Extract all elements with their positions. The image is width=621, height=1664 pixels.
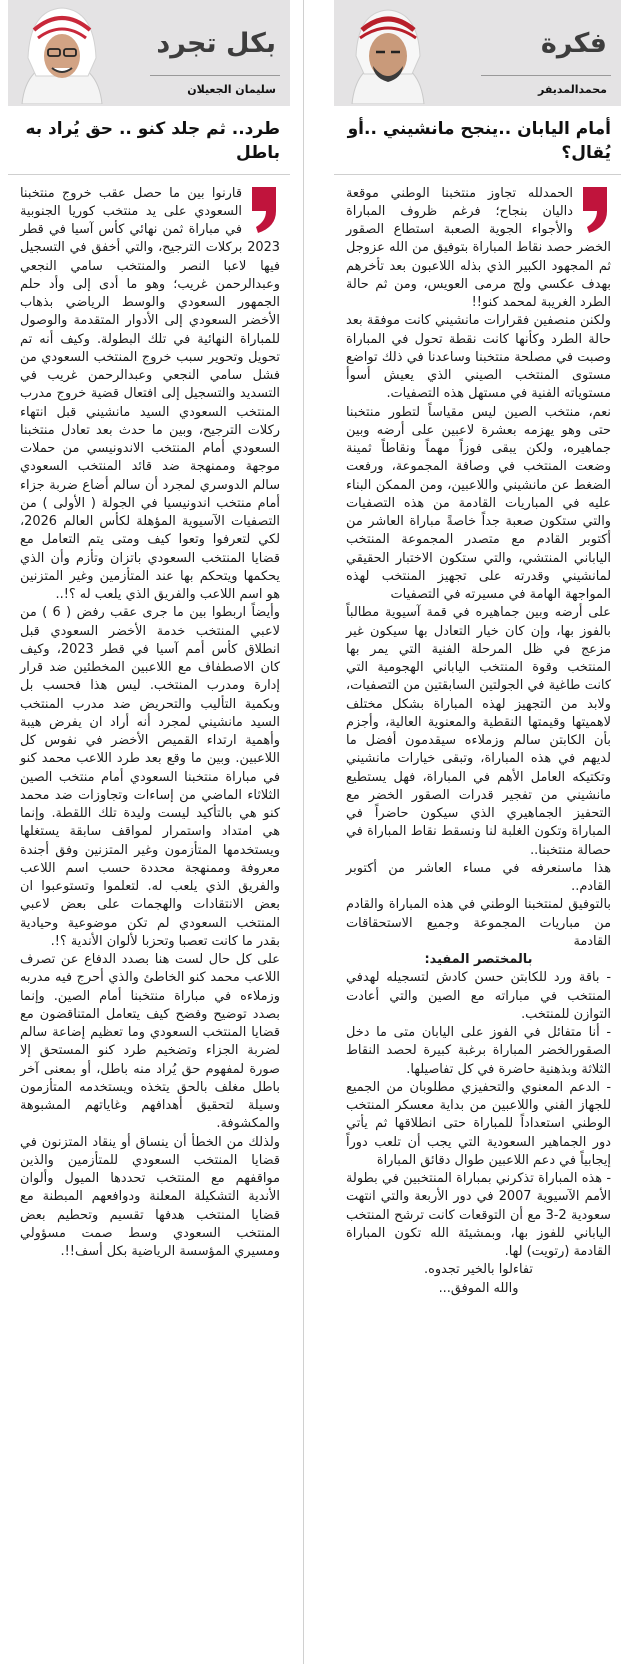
quote-mark-icon [248, 187, 280, 233]
paragraph: هذا ماسنعرفه في مساء العاشر من أكتوبر القادم.. [346, 860, 611, 895]
column-header [334, 0, 621, 106]
paragraph: على كل حال لست هنا بصدد الدفاع عن تصرف اللاعب محمد كنو الخاطئ والذي أحرج فيه مدربه وزملاءه في مباراة منتخبنا أمام الصين. وإنما بصدد توضيح وفضح كيف يتعامل المتناقضون مع قضايا المنتخب السعودي وما تعظيم إضاعة سالم لضربة الجزاء وتضخيم طرد كنو المستحق إلا صورة لمفهوم حق يُراد منه باطل، أو بمعنى آخر باطل مغلف بالحق يتخذه ويستخدمه المتأزمون وسيلة لتحقيق أهدافهم وغاياتهم المشبوهة والمكشوفة. [20, 952, 280, 1132]
author-portrait-icon [12, 4, 112, 104]
bullet-item: - باقة ورد للكابتن حسن كادش لتسجيله لهدفي المنتخب في مباراته مع الصين والتي أعادت التوازن للمنتخب. [346, 970, 611, 1022]
article-body [334, 175, 621, 1298]
section-title: بكل تجرد [156, 28, 276, 59]
author-portrait-icon [338, 4, 438, 104]
author-name: محمدالمديفر [538, 83, 607, 96]
column-header [8, 0, 290, 106]
bullet-item: - أنا متفائل في الفوز على اليابان متى ما دخل الصقورالخضر المباراة برغبة كبيرة لحصد النقاط الثلاثة وبذهنية حاضرة في كل تفاصيلها. [346, 1025, 611, 1077]
article-body [8, 175, 290, 1262]
author-name: سليمان الجعيلان [187, 83, 276, 96]
paragraph: قارنوا بين ما حصل عقب خروج منتخبنا السعودي على يد منتخب كوريا الجنوبية في مباراة ثمن نهائي كأس آسيا في قطر 2023 بركلات الترجيح، والتي أخفق في التسجيل فيها لاعبا النصر والمنتخب سامي النجعي وعبدالرحمن غريب؛ وهو ما أدى إلى وأد حلم الجمهور السعودي والوسط الرياضي بذهاب الأخضر السعودي إلى الأدوار المتقدمة والوصول للمباراة النهائية في تلك البطولة. وكيف أنه تم تحويل وتحوير سبب خروج المنتخب السعودي من فشل سامي النجعي وعبدالرحمن غريب في التسديد والتسجيل إلى افتعال قضية خروج مدرب المنتخب السعودي السيد مانشيني قبل انتهاء ركلات الترجيح، وبين ما حدث بعد تعادل منتخبنا السعودي أمام المنتخب الاندونيسي من حملات موجهة وممنهجة ضد قائد المنتخب السعودي سالم الدوسري لمجرد أن سالم أضاع ضربة جزاء أمام منتخب اندونيسيا في الجولة ( الأولى ) من التصفيات الآسيوية المؤهلة لكأس العالم 2026، لكي لتعرفوا وتعوا كيف ومتى يتم التعامل مع قضايا المنتخب السعودي باتزان وتأزم وأن الذي يحكمها ويتحكم بها عند المتأزمين وغير المتزنين هو اسم اللاعب والفريق الذي يلعب له ؟!.. [20, 185, 280, 603]
paragraph: وأيضاً اربطوا بين ما جرى عقب رفض ( 6 ) من لاعبي المنتخب خدمة الأخضر السعودي قبل انطلاق كأس أمم آسيا في قطر 2023، وكيف كان الاصطفاف مع اللاعبين المخطئين ضد قرار إدارة ومدرب المنتخب. ليس هذا فحسب بل وبكمية التأليب والتحريض ضد مدرب المنتخب السيد مانشيني لمجرد أنه أراد ان يفرض هيبة وأهمية ارتداء القميص الأخضر في نفوس كل اللاعبين. وبين ما وقع بعد طرد اللاعب محمد كنو في مباراة منتخبنا السعودي أمام منتخب الصين الثلاثاء الماضي من إساءات وتجاوزات ضد محمد كنو هي بالتأكيد ليست وليدة تلك اللقطة. وإنما هي امتداد واستمرار لمواقف سابقة يستغلها ويستخدمها المتأزمون وغير المتزنين وفق أجندة معروفة وممنهجة محددة حسب اسم اللاعب والفريق الذي يلعب له. لتعلموا وتستوعبوا ان بعض الانتقادات والهجمات على بعض لاعبي المنتخب السعودي لم تكن موضوعية وحيادية بقدر ما كانت تعصبا وتحزبا لألوان الأندية ؟!. [20, 605, 281, 949]
bullet-item: - هذه المباراة تذكرني بمباراة المنتخبين في بطولة الأمم الآسيوية 2007 في دور الأربعة والتي انتهت سعودية 2-3 مع أن التوقعات كانت ترشح المنتخب الياباني للفوز بها، وبمشيئة الله تكون المباراة القادمة (رتويت) لها. [346, 1171, 611, 1260]
header-divider [481, 75, 611, 76]
subheading: بالمختصر المفيد: [424, 952, 533, 968]
paragraph: الحمدلله تجاوز منتخبنا الوطني موقعة داليان بنجاح؛ فرغم ظروف المباراة والأجواء الجوية الصعبة استطاع الصقور الخضر حصد نقاط المباراة بتوفيق من الله عزوجل ثم المجهود الكبير الذي بذله اللاعبون بعد تأخرهم بهدف عكسي ولج مرمى العويس، ومن ثم حالة الطرد الغريبة لمحمد كنو!! [346, 185, 611, 311]
article-headline: أمام اليابان ..ينجح مانشيني ..أو يُقال؟ [334, 106, 621, 175]
closing-line: والله الموفق... [438, 1280, 519, 1296]
paragraph: ولذلك من الخطأ أن ينساق أو ينقاد المتزنون في قضايا المنتخب السعودي للمتأزمين والذين مواقفهم مع المنتخب تحددها الميول وألوان الأندية التشكيلة المعلنة ودوافعهم المبطنة مع قضايا المنتخب هدفها تقسيم وتحطيم بعض المنتخب السعودي وسط صمت مسؤولي ومسيري المؤسسة الرياضية بكل أسف!!. [20, 1134, 280, 1260]
column-divider [303, 0, 304, 1664]
bullet-item: - الدعم المعنوي والتحفيزي مطلوبان من الجميع للجهاز الفني واللاعبين من بداية معسكر المنتخب الوطني استعداداً للمباراة حتى انطلاقها ثم يأتي دور الجماهير السعودية التي يجب أن تلعب دوراً إيجابياً في دعم اللاعبين طوال دقائق المباراة [346, 1079, 611, 1168]
paragraph: على أرضه وبين جماهيره في قمة آسيوية مطالباً بالفوز بها، وإن كان خيار التعادل بها سيكون غير مزعج في ظل المرحلة الفنية التي يمر بها المنتخب وقوة المنتخب الياباني الهجومية التي كانت طاغية في الجولتين السابقتين من التصفيات، ولابد من التجهيز لهذه المباراة بشكل مختلف لاهميتها وقيمتها النقطية والمعنوية العالية، وأجزم بأن الكابتن سالم وزملاءه سيقدمون أفضل ما لديهم في هذه المباراة، وتبقى خيارات مانشيني وتكتيكه العامل الأهم في المباراة، فهل يستطيع مانشيني من تفجير قدرات الصقور الخضر مع التحفيز الجماهيري الذي سيكون حاضراً في المباراة وتكون الغلبة لنا ونسقط نقاط المباراة في حصالة منتخبنا.. [346, 605, 611, 858]
article-headline: طرد.. ثم جلد كنو .. حق يُراد به باطل [8, 106, 290, 175]
header-divider [150, 75, 280, 76]
closing-line: تفاءلوا بالخير تجدوه. [424, 1262, 533, 1278]
article-column-bekol-tajarrod [8, 0, 290, 1664]
section-title: فكرة [540, 28, 607, 59]
paragraph: نعم، منتخب الصين ليس مقياساً لتطور منتخبنا حتى وهو يهزمه بعشرة لاعبين على أرضه وبين جماهيره، ولكن يبقى فوزاً مهماً ونقاطاً ثمينة وضعت المنتخب في وصافة المجموعة، ورفعت الضغط عن مانشيني واللاعبين، ومن الممكن البناء عليه في المباريات القادمة من هذه التصفيات والتي ستكون صعبة جداً خاصةً مباراة العاشر من أكتوبر القادم مع متصدر المجموعة المنتخب الياباني المنتشي، والتي ستكون الاختبار الحقيقي لمانشيني وقدرته على تجهيز المنتخب لهذه المواجهة الهامة في مسيرته في التصفيات [346, 404, 611, 603]
article-column-fikra [334, 0, 621, 1664]
paragraph: ولكنن منصفين فقرارات مانشيني كانت موفقة بعد حالة الطرد وكأنها كانت نقطة تحول في المباراة وصبت في مصلحة منتخبنا وساعدنا في ذلك تواضع مستوى المنتخب الصيني الذي يعيش أسوأ مستوياته الفنية في مستهل هذه التصفيات. [346, 313, 611, 402]
quote-mark-icon [579, 187, 611, 233]
paragraph: بالتوفيق لمنتخبنا الوطني في هذه المباراة والقادم من مباريات المجموعة وجميع الاستحقاقات القادمة [346, 897, 611, 949]
